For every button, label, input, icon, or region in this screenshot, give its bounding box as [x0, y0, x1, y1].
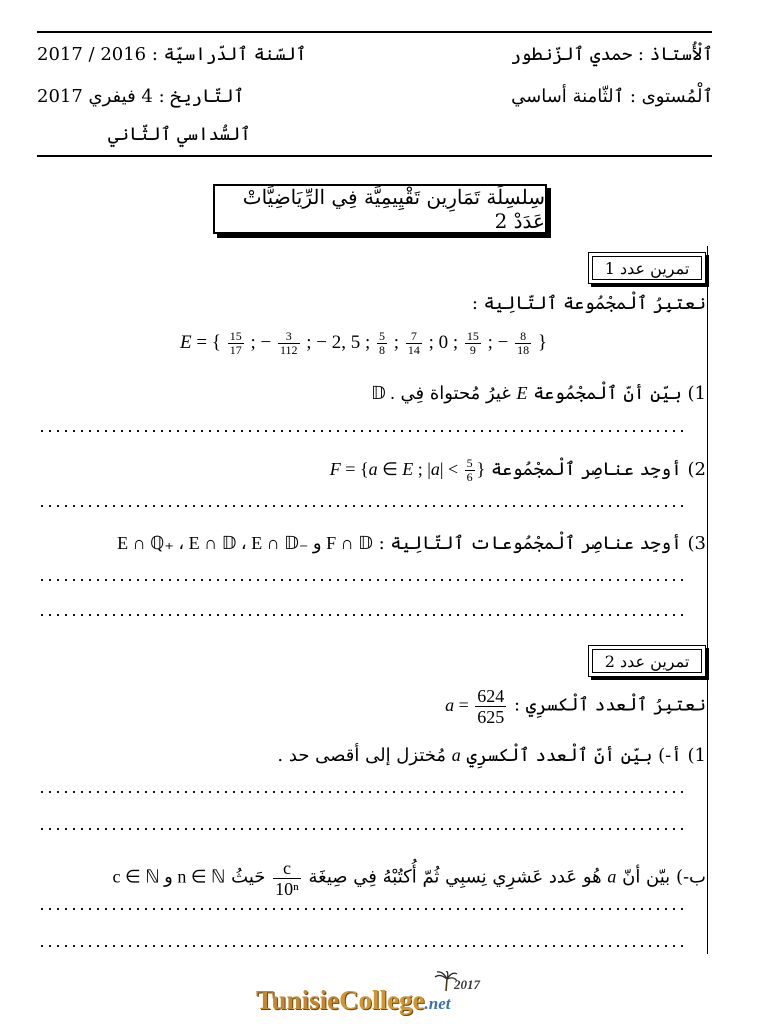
header-bottom-rule — [37, 155, 712, 157]
answer-line — [38, 614, 686, 616]
exercise-2-label: تمرين عدد 2 — [604, 651, 690, 671]
set-E-definition: E = { $\frac{15}{17}$ ; − $\frac{3}{112}$ ; − 2, 5 ; $\frac{5}{8}$ ; $\frac{7}{14}$ ; 0 ; $\frac{15}{9}$ ; − $\frac{8}{18}$ } — [180, 329, 548, 358]
exercise-1-label-box — [588, 252, 706, 284]
semester: ٱلسُّداسي ٱلثّاني — [108, 124, 251, 145]
answer-line — [38, 791, 686, 793]
answer-line — [38, 430, 686, 432]
top-rule — [37, 31, 712, 33]
exercise-1-question-1: 1) بيّن أنّ ٱلْمجْمُوعة E غيرُ مُحتواة فِي 𝔻 . — [371, 383, 706, 404]
right-margin-rule — [707, 246, 708, 954]
exercise-1-question-3: 3) أوجِد عناصِر ٱلْمجْمُوعات ٱلتّالِية : E ∩ ℚ₊ ، E ∩ 𝔻 ، E ∩ 𝔻₋ و F ∩ 𝔻 — [117, 533, 706, 554]
series-title-text: سِلسِلَة تَمَارِين تَقْيِيمِيَّة فِي الرِّيَاضِيَّاتْ عَدَدْ 2 — [242, 185, 545, 233]
answer-line — [38, 945, 686, 947]
set-E-item-8: $\frac{8}{18}$ — [517, 329, 530, 358]
exercise-1-question-2: 2) أوجِد عناصِر ٱلْمجْمُوعة F = {a ∈ E ; |a| < $\frac{5}{6}$ } — [329, 456, 706, 485]
exercise-1-intro: نعتبِرُ ٱلْمجْمُوعة ٱلتّالِية : — [471, 293, 706, 314]
answer-line — [38, 505, 686, 507]
answer-line — [38, 579, 686, 581]
series-title — [213, 184, 547, 234]
set-E-item-4: $\frac{5}{8}$ — [379, 329, 386, 358]
logo-year: 2017 — [454, 977, 480, 992]
class-level: ٱلْمُستوى : ٱلثّامنة أساسي — [511, 86, 713, 107]
logo-part-college: College — [339, 985, 425, 1015]
answer-line — [38, 908, 686, 910]
exam-date: ٱلتّاريخ : 4 فيفري 2017 — [37, 86, 245, 107]
exercise-2-intro: نعتبِرُ ٱلْعدد ٱلْكسرِي : a = $\frac{624}{625}$ — [445, 686, 706, 727]
exercise-2-label-box — [588, 645, 706, 677]
exercise-1-label: تمرين عدد 1 — [604, 258, 690, 278]
answer-line — [38, 828, 686, 830]
set-E-item-5: $\frac{7}{14}$ — [407, 329, 420, 358]
teacher-name: ٱلْأُستاذ : حمدي ٱلزّنطور — [510, 44, 713, 65]
tunisie-college-logo — [256, 977, 526, 1019]
fraction-c-over-10n: $\frac{c}{\text{10ⁿ}}$ — [275, 858, 299, 899]
set-E-item-2: $\frac{3}{112}$ — [279, 329, 298, 358]
set-E-item-7: $\frac{15}{9}$ — [466, 329, 479, 358]
set-E-item-1: $\frac{15}{17}$ — [229, 329, 242, 358]
exercise-2-question-1a: 1) أ-) بيّن أنّ ٱلْعدد ٱلْكسرِي a مُختزل إلى أقصى حد . — [277, 745, 706, 766]
exercise-2-question-1b: ب-) بيّن أنّ a هُو عَدد عَشرِي نِسبِي ثُمّ أُكتُبْهُ فِي صِيغَة $\frac{c}{\text{10ⁿ}}$ حَيثُ c ∈ ℕ و n ∈ ℕ — [112, 858, 706, 899]
school-year: ٱلسّنة ٱلدّراسيّة : 2016 / 2017 — [37, 44, 307, 65]
logo-part-net: .net — [424, 994, 451, 1013]
fraction-a: $\frac{624}{625}$ — [477, 686, 505, 727]
logo-part-tunisie: Tunisie — [256, 985, 340, 1015]
